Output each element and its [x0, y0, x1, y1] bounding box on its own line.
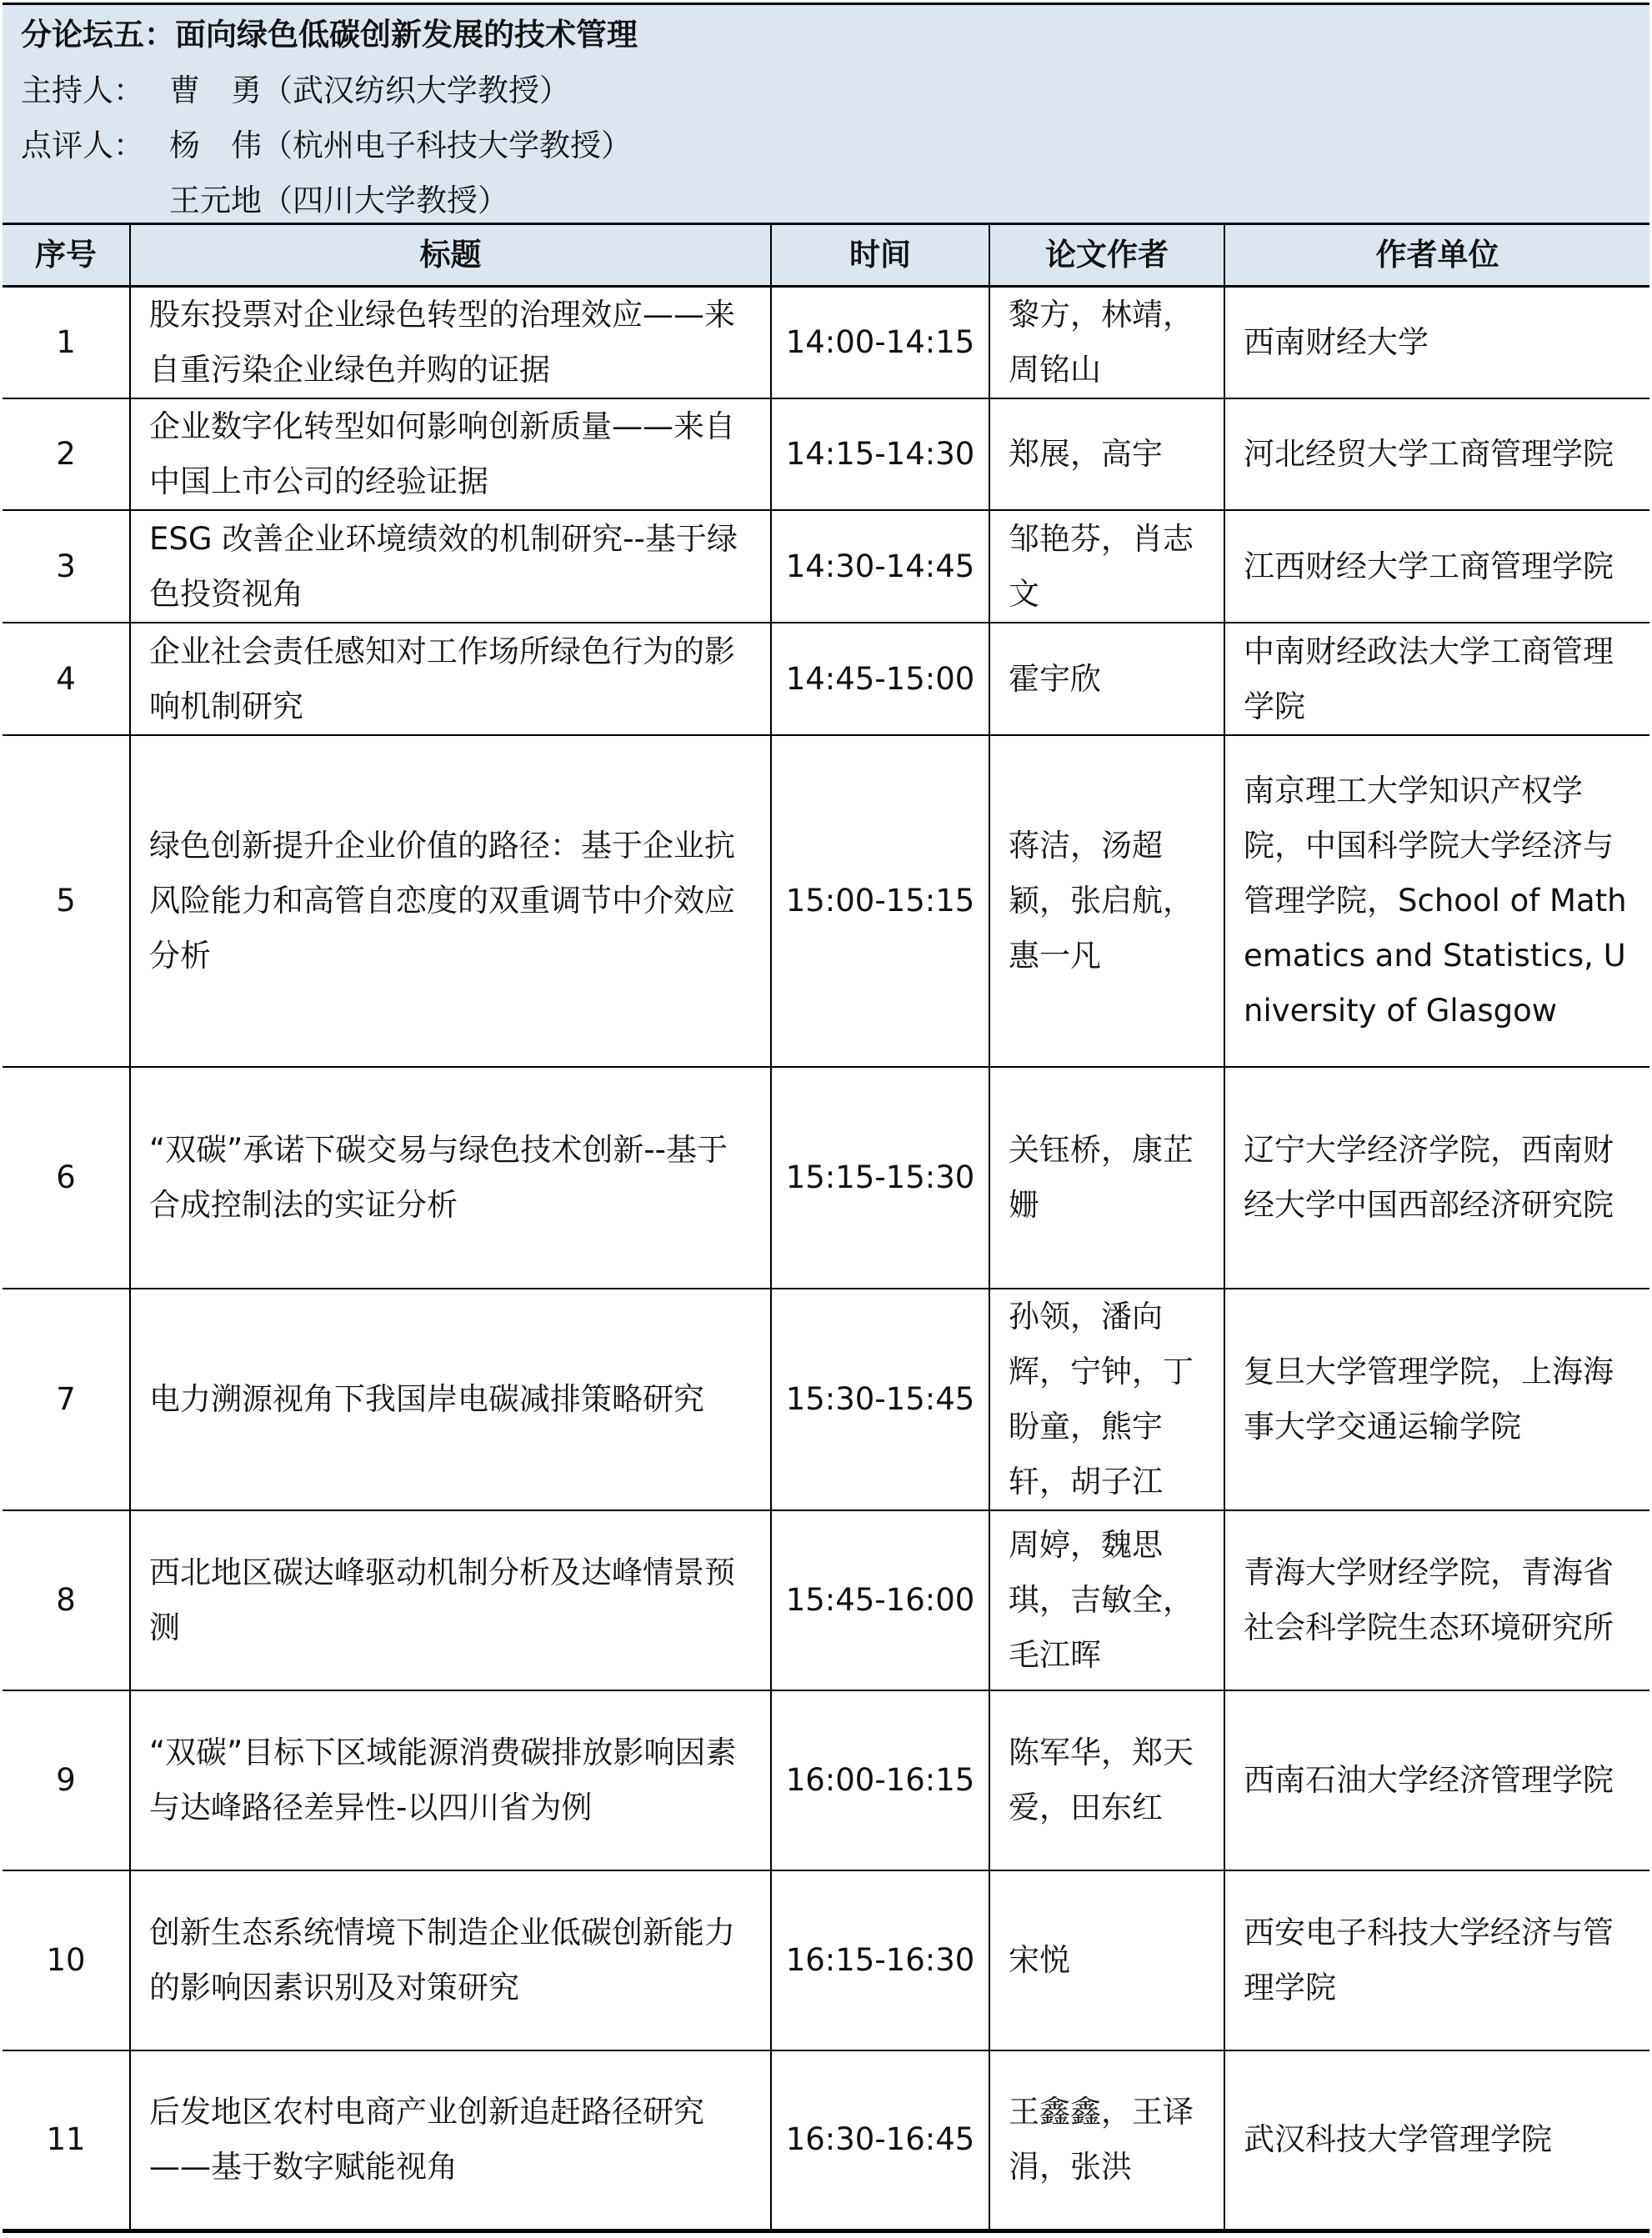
cell-time: 16:00-16:15: [771, 1690, 989, 1870]
table-row: [3, 623, 1649, 735]
cell-time: 15:15-15:30: [771, 1067, 989, 1289]
cell-title: 电力溯源视角下我国岸电碳减排策略研究: [130, 1289, 771, 1510]
table-row: [3, 735, 1649, 1067]
cell-authors: 黎方，林靖，周铭山: [989, 287, 1224, 399]
table-row: [3, 1067, 1649, 1289]
cell-no: 8: [3, 1510, 130, 1690]
cell-unit: 武汉科技大学管理学院: [1224, 2050, 1649, 2230]
cell-unit: 中南财经政法大学工商管理学院: [1224, 623, 1649, 735]
host-name: 曹 勇（武汉纺织大学教授）: [169, 73, 570, 108]
cell-title: “双碳”承诺下碳交易与绿色技术创新--基于合成控制法的实证分析: [130, 1067, 771, 1289]
cell-authors: 宋悦: [989, 1870, 1224, 2050]
table-row: [3, 1870, 1649, 2050]
cell-authors: 关钰桥，康芷姗: [989, 1067, 1224, 1289]
cell-authors: 蒋洁，汤超颖，张启航，惠一凡: [989, 735, 1224, 1067]
table-row: [3, 2050, 1649, 2230]
cell-title: “双碳”目标下区域能源消费碳排放影响因素与达峰路径差异性-以四川省为例: [130, 1690, 771, 1870]
cell-unit: 西南财经大学: [1224, 287, 1649, 399]
cell-time: 14:00-14:15: [771, 287, 989, 399]
reviewer-name-2: 王元地（四川大学教授）: [169, 183, 508, 218]
reviewer-name-1: 杨 伟（杭州电子科技大学教授）: [169, 128, 632, 163]
cell-unit: 南京理工大学知识产权学院，中国科学院大学经济与管理学院，School of Mathematics and Statistics, University of Glasgow: [1224, 735, 1649, 1067]
cell-unit: 复旦大学管理学院，上海海事大学交通运输学院: [1224, 1289, 1649, 1510]
cell-authors: 霍宇欣: [989, 623, 1224, 735]
cell-no: 6: [3, 1067, 130, 1289]
cell-authors: 郑展，高宇: [989, 398, 1224, 510]
table-row: [3, 287, 1649, 399]
cell-no: 9: [3, 1690, 130, 1870]
cell-unit: 河北经贸大学工商管理学院: [1224, 398, 1649, 510]
cell-no: 4: [3, 623, 130, 735]
cell-no: 7: [3, 1289, 130, 1510]
forum-title: 分论坛五：面向绿色低碳创新发展的技术管理: [21, 17, 638, 53]
cell-time: 15:00-15:15: [771, 735, 989, 1067]
cell-time: 14:45-15:00: [771, 623, 989, 735]
cell-time: 16:15-16:30: [771, 1870, 989, 2050]
cell-unit: 青海大学财经学院，青海省社会科学院生态环境研究所: [1224, 1510, 1649, 1690]
cell-title: 企业社会责任感知对工作场所绿色行为的影响机制研究: [130, 623, 771, 735]
cell-unit: 江西财经大学工商管理学院: [1224, 510, 1649, 623]
host-label: 主持人：: [21, 73, 144, 108]
table-row: [3, 1289, 1649, 1510]
table-row: [3, 1690, 1649, 1870]
cell-authors: 邹艳芬，肖志文: [989, 510, 1224, 623]
reviewer-line: [21, 123, 632, 169]
col-header-unit: 作者单位: [1224, 224, 1649, 287]
schedule-table: [3, 223, 1649, 2233]
cell-no: 3: [3, 510, 130, 623]
col-header-authors: 论文作者: [989, 224, 1224, 287]
cell-time: 16:30-16:45: [771, 2050, 989, 2230]
cell-title: 西北地区碳达峰驱动机制分析及达峰情景预测: [130, 1510, 771, 1690]
cell-no: 5: [3, 735, 130, 1067]
reviewer-label: 点评人：: [21, 128, 144, 163]
cell-authors: 陈军华，郑天爱，田东红: [989, 1690, 1224, 1870]
cell-title: 绿色创新提升企业价值的路径：基于企业抗风险能力和高管自恋度的双重调节中介效应分析: [130, 735, 771, 1067]
host-line: [21, 68, 570, 114]
table-row: [3, 398, 1649, 510]
cell-title: 后发地区农村电商产业创新追赶路径研究——基于数字赋能视角: [130, 2050, 771, 2230]
cell-title: 创新生态系统情境下制造企业低碳创新能力的影响因素识别及对策研究: [130, 1870, 771, 2050]
cell-title: 企业数字化转型如何影响创新质量——来自中国上市公司的经验证据: [130, 398, 771, 510]
cell-authors: 王鑫鑫，王译涓，张洪: [989, 2050, 1224, 2230]
cell-authors: 孙领，潘向辉，宁钟，丁盼童，熊宇轩，胡子江: [989, 1289, 1224, 1510]
cell-title: ESG 改善企业环境绩效的机制研究--基于绿色投资视角: [130, 510, 771, 623]
cell-time: 15:45-16:00: [771, 1510, 989, 1690]
forum-header: [3, 3, 1649, 223]
table-row: [3, 1510, 1649, 1690]
cell-time: 14:15-14:30: [771, 398, 989, 510]
cell-unit: 西安电子科技大学经济与管理学院: [1224, 1870, 1649, 2050]
table-header-row: [3, 224, 1649, 287]
reviewer-line-2: [21, 178, 508, 224]
cell-unit: 辽宁大学经济学院，西南财经大学中国西部经济研究院: [1224, 1067, 1649, 1289]
table-row: [3, 510, 1649, 623]
cell-time: 14:30-14:45: [771, 510, 989, 623]
col-header-time: 时间: [771, 224, 989, 287]
cell-no: 1: [3, 287, 130, 399]
cell-no: 2: [3, 398, 130, 510]
cell-no: 11: [3, 2050, 130, 2230]
cell-time: 15:30-15:45: [771, 1289, 989, 1510]
col-header-title: 标题: [130, 224, 771, 287]
cell-unit: 西南石油大学经济管理学院: [1224, 1690, 1649, 1870]
cell-authors: 周婷，魏思琪，吉敏全，毛江晖: [989, 1510, 1224, 1690]
cell-title: 股东投票对企业绿色转型的治理效应——来自重污染企业绿色并购的证据: [130, 287, 771, 399]
col-header-no: 序号: [3, 224, 130, 287]
cell-no: 10: [3, 1870, 130, 2050]
